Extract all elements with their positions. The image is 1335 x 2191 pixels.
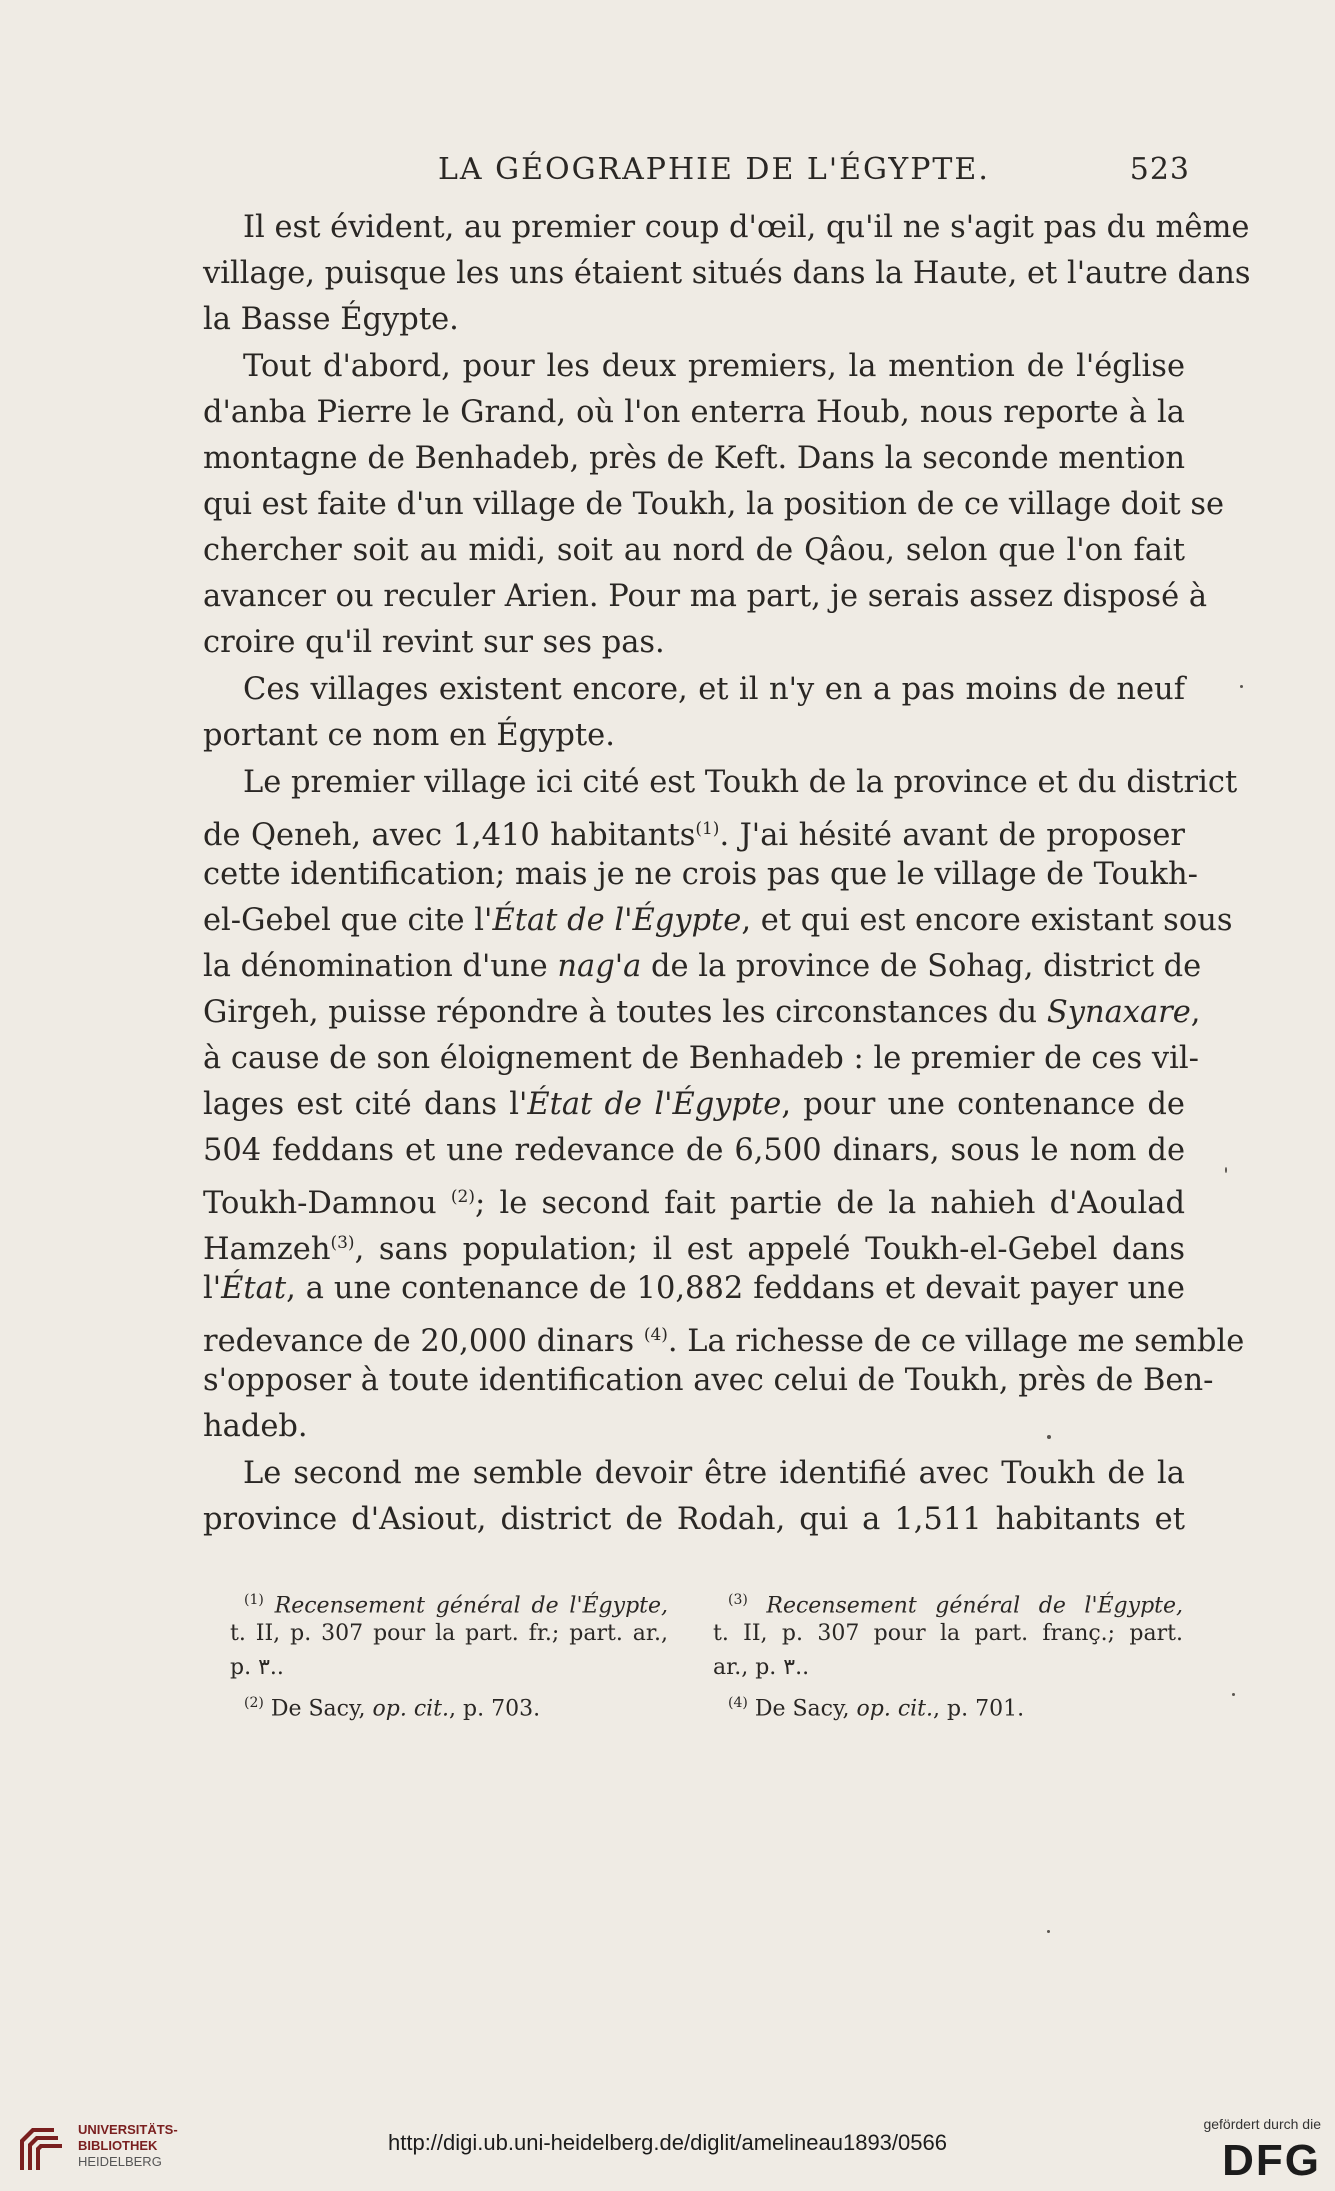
text-line: la Basse Égypte. xyxy=(203,302,459,337)
running-header xyxy=(198,152,1190,192)
text-line: lages est cité dans l'État de l'Égypte, pour une contenance de xyxy=(203,1087,1185,1122)
text-line: qui est faite d'un village de Toukh, la position de ce village doit se xyxy=(203,487,1225,522)
text-line: Hamzeh$^{(3)}$, sans population; il est appelé Toukh-el-Gebel dans xyxy=(203,1232,1185,1268)
footnote-ref: (4) xyxy=(643,1325,668,1345)
text-line: redevance de 20,000 dinars $^{(4)}$. La richesse de ce village me semble xyxy=(203,1324,1245,1360)
footnote-ref: (2) xyxy=(450,1187,475,1207)
source-url-link[interactable]: http://digi.ub.uni-heidelberg.de/diglit/amelineau1893/0566 xyxy=(388,2130,947,2155)
footnote: t. II, p. 307 pour la part. fr.; part. ar., xyxy=(230,1621,668,1646)
text-line: de Qeneh, avec 1,410 habitants$^{(1)}$. J'ai hésité avant de proposer xyxy=(203,818,1185,854)
text-line: la dénomination d'une nag'a de la province de Sohag, district de xyxy=(203,949,1202,984)
library-name: UNIVERSITÄTS- BIBLIOTHEK HEIDELBERG xyxy=(78,2122,178,2169)
footnote: $^{(1)}$ Recensement général de l'Égypte, xyxy=(244,1592,668,1619)
text-line: Il est évident, au premier coup d'œil, qu'il ne s'agit pas du même xyxy=(243,210,1250,245)
text-line: l'État, a une contenance de 10,882 feddans et devait payer une xyxy=(203,1271,1185,1306)
text-line: village, puisque les uns étaient situés dans la Haute, et l'autre dans xyxy=(203,256,1251,291)
footnote: t. II, p. 307 pour la part. franç.; part. xyxy=(713,1621,1183,1646)
text-line: s'opposer à toute identification avec celui de Toukh, près de Ben- xyxy=(203,1363,1214,1398)
page-number: 523 xyxy=(1129,152,1190,187)
text-line: cette identification; mais je ne crois pas que le village de Toukh- xyxy=(203,857,1198,892)
text-line: province d'Asiout, district de Rodah, qui a 1,511 habitants et xyxy=(203,1502,1185,1537)
text-line: el-Gebel que cite l'État de l'Égypte, et qui est encore existant sous xyxy=(203,903,1233,938)
funding-caption: gefördert durch die xyxy=(1203,2116,1321,2132)
footnote-ref: (3) xyxy=(330,1233,355,1253)
scan-speck xyxy=(1047,1435,1051,1439)
text-line: à cause de son éloignement de Benhadeb : le premier de ces vil- xyxy=(203,1041,1199,1076)
text-line: 504 feddans et une redevance de 6,500 dinars, sous le nom de xyxy=(203,1133,1185,1168)
scan-speck xyxy=(1240,685,1243,688)
footnote: $^{(3)}$ Recensement général de l'Égypte, xyxy=(728,1592,1183,1619)
text-line: Toukh-Damnou $^{(2)}$; le second fait partie de la nahieh d'Aoulad xyxy=(203,1186,1185,1222)
footnote: $^{(4)}$ De Sacy, op. cit., p. 701. xyxy=(728,1695,1025,1722)
scan-speck xyxy=(1047,1930,1050,1933)
text-line: Girgeh, puisse répondre à toutes les circonstances du Synaxare, xyxy=(203,995,1201,1030)
footnote: p. ٣.. xyxy=(230,1655,284,1680)
footnote-ref: (1) xyxy=(695,819,720,839)
text-line: chercher soit au midi, soit au nord de Qâou, selon que l'on fait xyxy=(203,533,1185,568)
text-line: Le premier village ici cité est Toukh de la province et du district xyxy=(243,765,1238,800)
text-line: croire qu'il revint sur ses pas. xyxy=(203,625,665,660)
footnote: $^{(2)}$ De Sacy, op. cit., p. 703. xyxy=(244,1695,541,1722)
text-line: Ces villages existent encore, et il n'y en a pas moins de neuf xyxy=(243,672,1185,707)
running-title: LA GÉOGRAPHIE DE L'ÉGYPTE. xyxy=(438,152,990,187)
scan-speck xyxy=(1225,1167,1227,1173)
scan-speck xyxy=(1232,1693,1235,1696)
text-line: avancer ou reculer Arien. Pour ma part, je serais assez disposé à xyxy=(203,579,1207,614)
text-line: montagne de Benhadeb, près de Keft. Dans la seconde mention xyxy=(203,441,1185,476)
dfg-logo: DFG xyxy=(1222,2136,1321,2185)
text-line: portant ce nom en Égypte. xyxy=(203,718,615,753)
text-line: d'anba Pierre le Grand, où l'on enterra Houb, nous reporte à la xyxy=(203,395,1185,430)
footnote: ar., p. ٣.. xyxy=(713,1655,810,1680)
text-line: Le second me semble devoir être identifié avec Toukh de la xyxy=(243,1456,1185,1491)
text-line: Tout d'abord, pour les deux premiers, la mention de l'église xyxy=(243,349,1185,384)
text-line: hadeb. xyxy=(203,1409,308,1444)
digitization-footer xyxy=(0,2110,1335,2191)
